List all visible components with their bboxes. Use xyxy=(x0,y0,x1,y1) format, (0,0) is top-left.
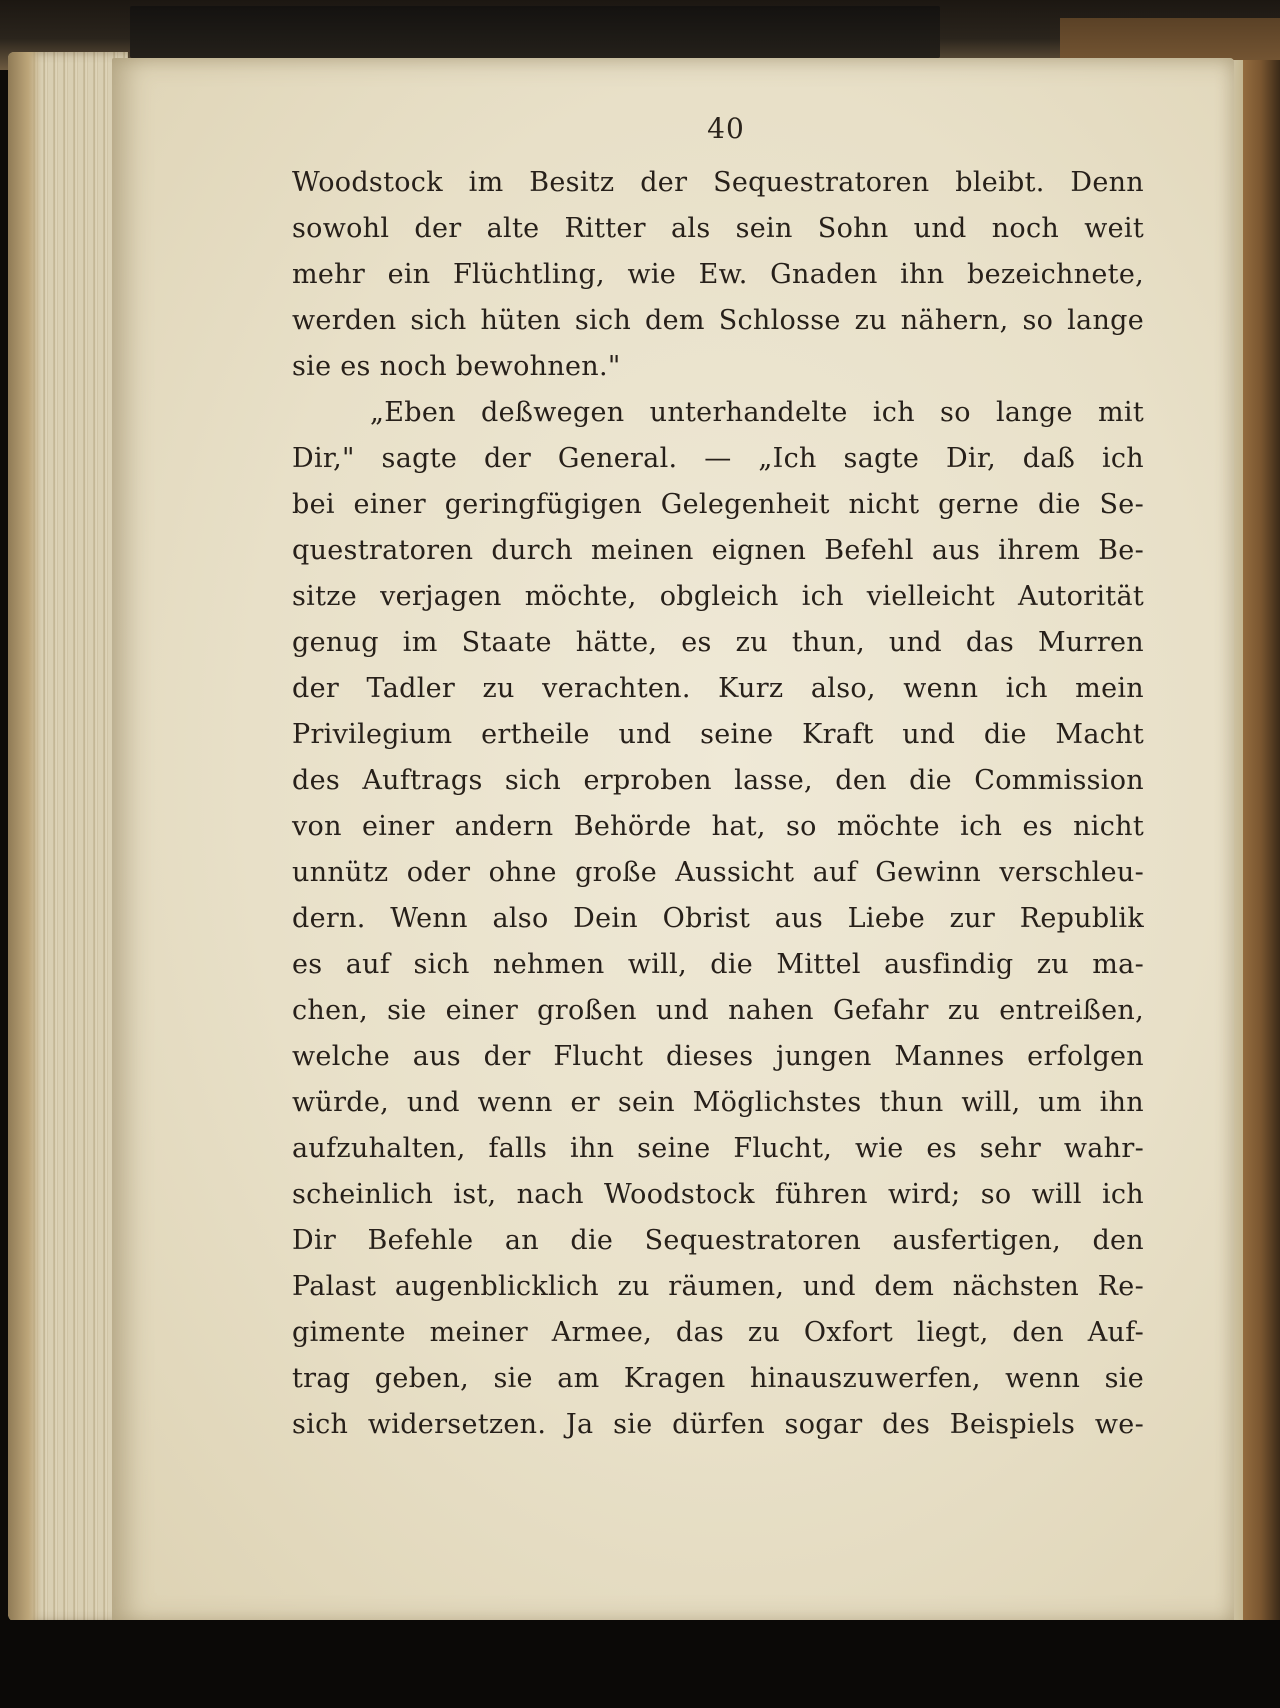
text-line: Palast augenblicklich zu räumen, und dem nächsten Re- xyxy=(292,1271,1144,1302)
text-line: Dir Befehle an die Sequestratoren ausfertigen, den xyxy=(292,1225,1144,1256)
page-text xyxy=(292,160,1144,1448)
text-line: Privilegium ertheile und seine Kraft und die Macht xyxy=(292,719,1144,750)
text-line: Woodstock im Besitz der Sequestratoren bleibt. Denn xyxy=(292,167,1144,198)
text-line: sitze verjagen möchte, obgleich ich vielleicht Autorität xyxy=(292,581,1144,612)
text-line: genug im Staate hätte, es zu thun, und das Murren xyxy=(292,627,1144,658)
text-line: welche aus der Flucht dieses jungen Mannes erfolgen xyxy=(292,1041,1144,1072)
text-line: Dir," sagte der General. — „Ich sagte Dir, daß ich xyxy=(292,443,1144,474)
text-line: sie es noch bewohnen." xyxy=(292,351,621,382)
text-line: unnütz oder ohne große Aussicht auf Gewinn verschleu- xyxy=(292,857,1144,888)
text-line: trag geben, sie am Kragen hinauszuwerfen, wenn sie xyxy=(292,1363,1144,1394)
text-line: mehr ein Flüchtling, wie Ew. Gnaden ihn bezeichnete, xyxy=(292,259,1144,290)
text-line: werden sich hüten sich dem Schlosse zu nähern, so lange xyxy=(292,305,1144,336)
text-line: es auf sich nehmen will, die Mittel ausfindig zu ma- xyxy=(292,949,1144,980)
text-line: von einer andern Behörde hat, so möchte ich es nicht xyxy=(292,811,1144,842)
text-line: questratoren durch meinen eignen Befehl aus ihrem Be- xyxy=(292,535,1144,566)
text-line: gimente meiner Armee, das zu Oxfort liegt, den Auf- xyxy=(292,1317,1144,1348)
text-line: der Tadler zu verachten. Kurz also, wenn ich mein xyxy=(292,673,1144,704)
background-bottom xyxy=(0,1620,1280,1708)
binding-spine-strip xyxy=(130,6,940,58)
text-line: scheinlich ist, nach Woodstock führen wird; so will ich xyxy=(292,1179,1144,1210)
text-line: des Auftrags sich erproben lasse, den die Commission xyxy=(292,765,1144,796)
text-line: „Eben deßwegen unterhandelte ich so lange mit xyxy=(370,397,1144,428)
text-line: bei einer geringfügigen Gelegenheit nicht gerne die Se- xyxy=(292,489,1144,520)
text-line: würde, und wenn er sein Möglichstes thun will, um ihn xyxy=(292,1087,1144,1118)
text-line: chen, sie einer großen und nahen Gefahr zu entreißen, xyxy=(292,995,1144,1026)
text-line: aufzuhalten, falls ihn seine Flucht, wie es sehr wahr- xyxy=(292,1133,1144,1164)
text-line: sich widersetzen. Ja sie dürfen sogar des Beispiels we- xyxy=(292,1409,1144,1440)
page-number: 40 xyxy=(707,112,745,145)
text-line: sowohl der alte Ritter als sein Sohn und noch weit xyxy=(292,213,1144,244)
text-line: dern. Wenn also Dein Obrist aus Liebe zur Republik xyxy=(292,903,1144,934)
page-stack-edges xyxy=(8,52,128,1622)
